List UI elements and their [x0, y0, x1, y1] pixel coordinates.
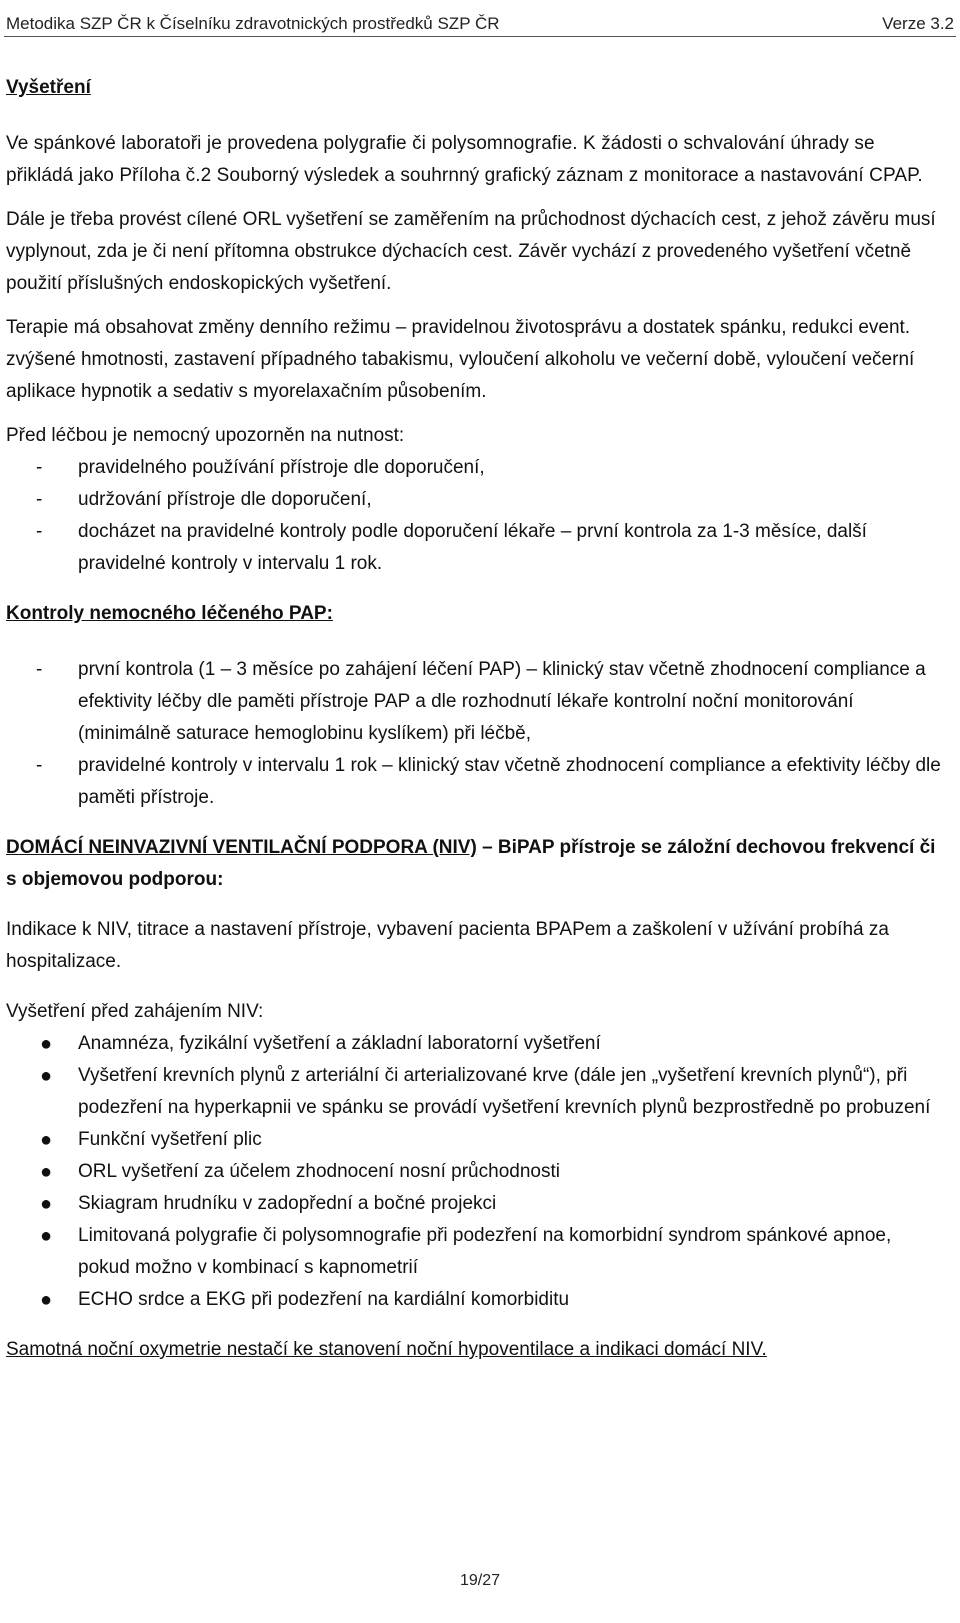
header-divider: [4, 36, 956, 37]
document-version: Verze 3.2: [882, 14, 954, 33]
list-item-text: Vyšetření krevních plynů z arteriální či arterializované krve (dále jen „vyšetření krevních plynů“), při podezření na hyperkapnii ve spánku se provádí vyšetření krevních plynů bezprostředně po probuzení: [78, 1065, 931, 1118]
bullet-icon: ●: [40, 1033, 53, 1055]
list-item: [6, 1060, 946, 1124]
list-item-text: pravidelné kontroly v intervalu 1 rok – klinický stav včetně zhodnocení compliance a efektivity léčby dle paměti přístroje.: [78, 755, 941, 808]
dash-marker: -: [36, 489, 43, 510]
list-item: [6, 1188, 946, 1220]
list-item: [6, 452, 946, 484]
page-header: [6, 8, 954, 34]
section-heading-niv: [6, 832, 946, 896]
bullet-icon: ●: [40, 1193, 53, 1215]
list-item-text: první kontrola (1 – 3 měsíce po zahájení léčení PAP) – klinický stav včetně zhodnocení compliance a efektivity léčby dle paměti přístroje PAP a dle rozhodnutí lékaře kontrolní noční monitorování (minimálně saturace hemoglobinu kyslíkem) při léčbě,: [78, 659, 926, 744]
bullet-icon: ●: [40, 1129, 53, 1151]
list-item-text: docházet na pravidelné kontroly podle doporučení lékaře – první kontrola za 1-3 měsíce, další pravidelné kontroly v intervalu 1 rok.: [78, 521, 867, 574]
paragraph-oximetry-note: Samotná noční oxymetrie nestačí ke stanovení noční hypoventilace a indikaci domácí NIV.: [6, 1339, 767, 1360]
dash-marker: -: [36, 457, 43, 478]
dash-marker: -: [36, 755, 43, 776]
document-body: [6, 72, 946, 1366]
bullet-icon: ●: [40, 1161, 53, 1183]
section-heading-examination: Vyšetření: [6, 77, 91, 98]
bullet-icon: ●: [40, 1225, 53, 1247]
bullet-icon: ●: [40, 1065, 53, 1087]
controls-list: [6, 654, 946, 814]
list-item: [6, 1124, 946, 1156]
list-item: [6, 1220, 946, 1284]
list-item-text: Anamnéza, fyzikální vyšetření a základní laboratorní vyšetření: [78, 1033, 601, 1054]
document-title: Metodika SZP ČR k Číselníku zdravotnických prostředků SZP ČR: [6, 14, 500, 33]
dash-marker: -: [36, 659, 43, 680]
bullet-icon: ●: [40, 1289, 53, 1311]
list-item: [6, 1284, 946, 1316]
paragraph-before-treatment: Před léčbou je nemocný upozorněn na nutnost:: [6, 425, 405, 446]
list-item: [6, 1156, 946, 1188]
section-heading-controls: Kontroly nemocného léčeného PAP:: [6, 603, 333, 624]
list-item-text: pravidelného používání přístroje dle doporučení,: [78, 457, 485, 478]
paragraph-examination-lab: Ve spánkové laboratoři je provedena polygrafie či polysomnografie. K žádosti o schvalování úhrady se přikládá jako Příloha č.2 Souborný výsledek a souhrnný grafický záznam z monitorace a nastavování CPAP.: [6, 133, 923, 186]
list-item-text: ECHO srdce a EKG při podezření na kardiální komorbiditu: [78, 1289, 570, 1310]
paragraph-therapy: Terapie má obsahovat změny denního režimu – pravidelnou životosprávu a dostatek spánku, redukci event. zvýšené hmotnosti, zastavení případného tabakismu, vyloučení alkoholu ve večerní době, vyloučení večerní aplikace hypnotik a sedativ s myorelaxačním působením.: [6, 317, 915, 402]
list-item-text: ORL vyšetření za účelem zhodnocení nosní průchodnosti: [78, 1161, 560, 1182]
list-item-text: Limitovaná polygrafie či polysomnografie při podezření na komorbidní syndrom spánkové apnoe, pokud možno v kombinací s kapnometrií: [78, 1225, 892, 1278]
paragraph-niv-indication: Indikace k NIV, titrace a nastavení přístroje, vybavení pacienta BPAPem a zaškolení v užívání probíhá za hospitalizace.: [6, 919, 889, 972]
list-item-text: udržování přístroje dle doporučení,: [78, 489, 372, 510]
niv-examinations-list: [6, 1028, 946, 1316]
list-item-text: Funkční vyšetření plic: [78, 1129, 262, 1150]
treatment-requirements-list: [6, 452, 946, 580]
list-item-text: Skiagram hrudníku v zadopřední a bočné projekci: [78, 1193, 497, 1214]
list-item: [6, 654, 946, 750]
paragraph-orl-examination: Dále je třeba provést cílené ORL vyšetření se zaměřením na průchodnost dýchacích cest, z jehož závěru musí vyplynout, zda je či není přítomna obstrukce dýchacích cest. Závěr vychází z provedeného vyšetření včetně použití příslušných endoskopických vyšetření.: [6, 209, 936, 294]
paragraph-niv-examinations: Vyšetření před zahájením NIV:: [6, 1001, 264, 1022]
list-item: [6, 1028, 946, 1060]
page-number: 19/27: [459, 1572, 501, 1589]
dash-marker: -: [36, 521, 43, 542]
list-item: [6, 516, 946, 580]
list-item: [6, 484, 946, 516]
niv-heading-underlined: DOMÁCÍ NEINVAZIVNÍ VENTILAČNÍ PODPORA (NIV): [6, 837, 477, 858]
list-item: [6, 750, 946, 814]
niv-heading-rest: – BiPAP přístroje se záložní dechovou frekvencí či s objemovou podporou:: [6, 837, 936, 890]
